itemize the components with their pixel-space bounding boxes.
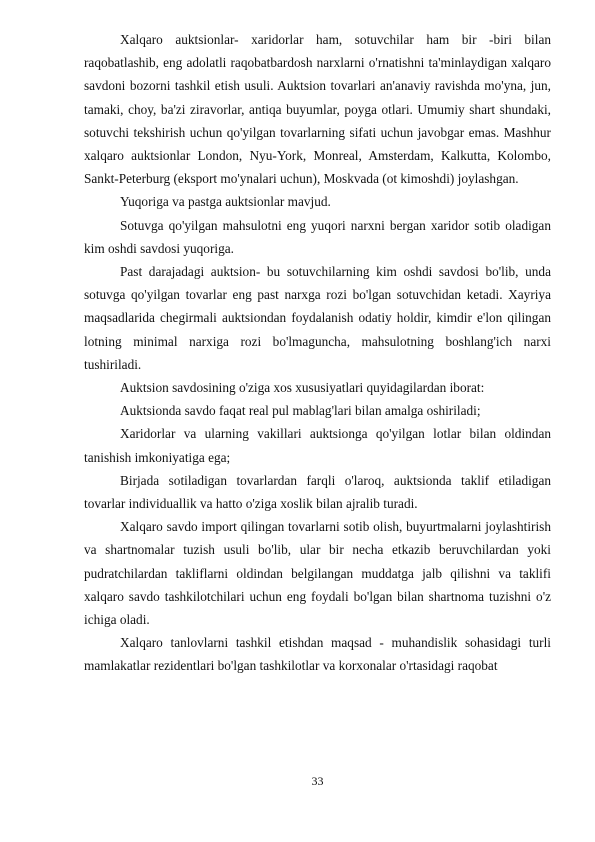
body-text [84, 28, 551, 678]
paragraph-1: Xalqaro auktsionlar- xaridorlar ham, sotuvchilar ham bir -biri bilan raqobatlashib, eng adolatli raqobatbardosh narxlarni o'rnatishni ta'minlaydigan xalqaro savdoni bozorni tashkil etish usuli. Auktsion tovarlari an'anaviy ravishda mo'yna, jun, tamaki, choy, ba'zi ziravorlar, antiqa buyumlar, poyga otlari. Umumiy shart shundaki, sotuvchi tekshirish uchun qo'yilgan tovarlarning sifati uchun javobgar emas. Mashhur xalqaro auktsionlar London, Nyu-York, Monreal, Amsterdam, Kalkutta, Kolombo, Sankt-Peterburg (eksport mo'ynalari uchun), Moskvada (ot kimoshdi) joylashgan. [84, 32, 551, 187]
paragraph-2: Yuqoriga va pastga auktsionlar mavjud. [120, 194, 331, 210]
paragraph-8: Birjada sotiladigan tovarlardan farqli o'laroq, auktsionda taklif etiladigan tovarlar individuallik va hatto o'ziga xoslik bilan ajralib turadi. [84, 472, 551, 512]
paragraph-3: Sotuvga qo'yilgan mahsulotni eng yuqori narxni bergan xaridor sotib oladigan kim oshdi savdosi yuqoriga. [84, 217, 551, 256]
paragraph-9: Xalqaro savdo import qilingan tovarlarni sotib olish, buyurtmalarni joylashtirish va shartnomalar tuzish usuli bo'lib, ular bir necha etkazib beruvchilardan yoki pudratchilardan takliflarni oldindan belgilangan muddatga jalb qilishni va taklifi xalqaro savdo tashkilotchilari uchun eng foydali bo'lgan bilan shartnoma tuzishni o'z ichiga oladi. [84, 519, 551, 628]
page-number: 33 [311, 774, 324, 788]
paragraph-6: Auktsionda savdo faqat real pul mablag'lari bilan amalga oshiriladi; [120, 403, 481, 419]
paragraph-5: Auktsion savdosining o'ziga xos xususiyatlari quyidagilardan iborat: [120, 380, 485, 396]
paragraph-10: Xalqaro tanlovlarni tashkil etishdan maqsad - muhandislik sohasidagi turli mamlakatlar rezidentlari bo'lgan tashkilotlar va korxonalar o'rtasidagi raqobat [84, 635, 551, 674]
paragraph-7: Xaridorlar va ularning vakillari auktsionga qo'yilgan lotlar bilan oldindan tanishish imkoniyatiga ega; [84, 426, 551, 465]
paragraph-4: Past darajadagi auktsion- bu sotuvchilarning kim oshdi savdosi bo'lib, unda sotuvga qo'yilgan tovarlar eng past narxga rozi bo'lgan sotuvchidan ketadi. Xayriya maqsadlarida chegirmali auktsiondan foydalanish odatiy holdir, kimdir e'lon qilingan lotning minimal narxiga rozi bo'lmaguncha, mahsulotning boshlang'ich narxi tushiriladi. [84, 264, 551, 372]
